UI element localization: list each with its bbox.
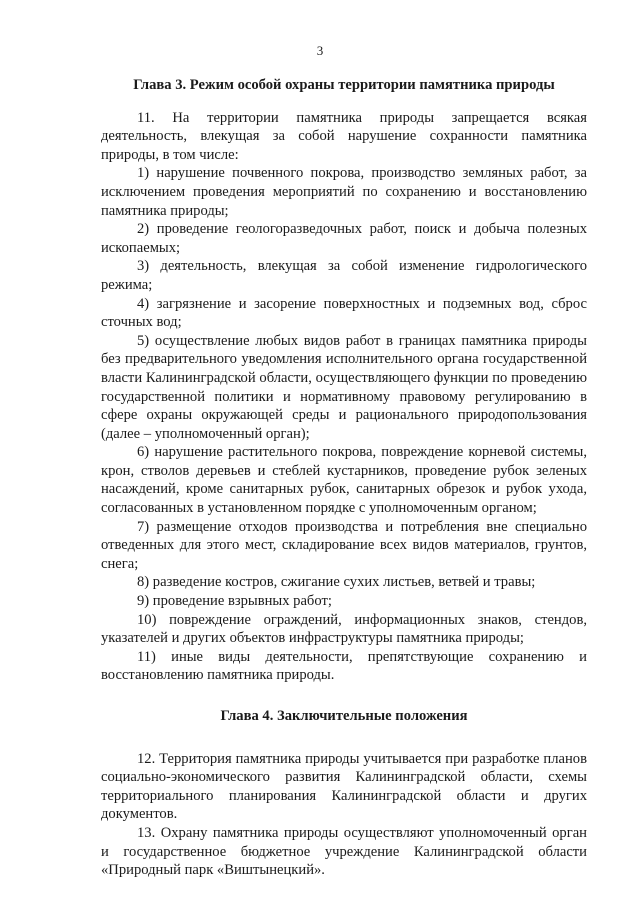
chapter-4-title: Глава 4. Заключительные положения: [220, 708, 468, 724]
chapter-3-section: [101, 109, 587, 685]
list-item-8: 8) разведение костров, сжигание сухих листьев, ветвей и травы;: [137, 574, 536, 591]
list-item-4: 4) загрязнение и засорение поверхностных и подземных вод, сброс сточных вод;: [101, 295, 587, 331]
list-item-6: 6) нарушение растительного покрова, повреждение корневой системы, крон, стволов деревьев и стеблей кустарников, проведение рубок зеленых насаждений, кроме санитарных рубок, санитарных обрезок и рубок ухода, согласованных в установленном порядке с уполномоченным органом;: [101, 444, 587, 517]
chapter-4-section: [101, 750, 587, 880]
list-item-1: 1) нарушение почвенного покрова, производство земляных работ, за исключением проведения мероприятий по сохранению и восстановлению памятника природы;: [101, 165, 587, 219]
list-item-3: 3) деятельность, влекущая за собой изменение гидрологического режима;: [101, 258, 587, 293]
paragraph-13: 13. Охрану памятника природы осуществляют уполномоченный орган и государственное бюджетное учреждение Калининградской области «Природный парк «Виштынецкий».: [101, 824, 587, 879]
list-item-10: 10) повреждение ограждений, информационных знаков, стендов, указателей и других объектов инфраструктуры памятника природы;: [101, 611, 587, 647]
list-item-5: 5) осуществление любых видов работ в границах памятника природы без предварительного уведомления исполнительного органа государственной власти Калининградской области, осуществляющего функции по проведению государственной политики и нормативному правовому регулированию в сфере охраны окружающей среды и рационального природопользования (далее – уполномоченный орган);: [101, 332, 587, 442]
document-body: [101, 68, 587, 880]
list-item-2: 2) проведение геологоразведочных работ, поиск и добыча полезных ископаемых;: [101, 221, 587, 256]
page-number: 3: [316, 43, 324, 58]
paragraph-12: 12. Территория памятника природы учитывается при разработке планов социально-экономического развития Калининградской области, схемы территориального планирования Калининградской области и других документов.: [101, 750, 587, 823]
list-item-9: 9) проведение взрывных работ;: [137, 593, 332, 610]
paragraph-11: 11. На территории памятника природы запрещается всякая деятельность, влекущая за собой нарушение сохранности памятника природы, в том числе:: [101, 109, 587, 163]
list-item-7: 7) размещение отходов производства и потребления вне специально отведенных для этого мест, складирование всех видов материалов, грунтов, снега;: [101, 518, 587, 572]
chapter-3-title: Глава 3. Режим особой охраны территории памятника природы: [133, 77, 555, 93]
list-item-11: 11) иные виды деятельности, препятствующие сохранению и восстановлению памятника природы.: [101, 648, 587, 684]
